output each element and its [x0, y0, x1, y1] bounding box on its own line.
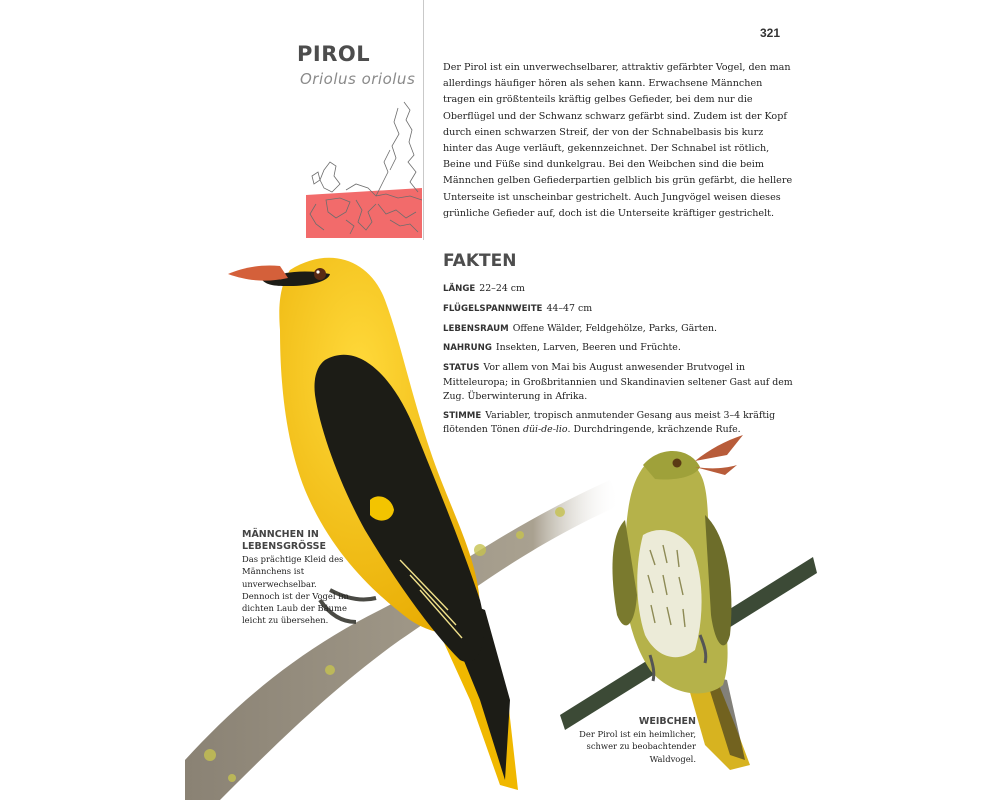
male-eye: [314, 268, 326, 280]
fact-label: LÄNGE: [443, 284, 476, 294]
fact-call: düi-de-lio: [522, 424, 568, 436]
column-divider: [423, 0, 424, 240]
fact-text: 22–24 cm: [479, 283, 525, 294]
species-common-name: PIROL: [297, 42, 371, 66]
fact-label: STATUS: [443, 363, 480, 374]
caption-female: [556, 716, 696, 765]
range-map: [306, 100, 422, 238]
fact-label: LEBENSRAUM: [443, 323, 509, 334]
fact-label: FLÜGELSPANNWEITE: [443, 303, 543, 314]
caption-male: [242, 529, 354, 627]
caption-female-title: WEIBCHEN: [638, 716, 696, 727]
fact-text: Offene Wälder, Feldgehölze, Parks, Gärten.: [512, 322, 718, 334]
fact-text: Insekten, Larven, Beeren und Früchte.: [495, 342, 681, 354]
facts-heading: FAKTEN: [443, 251, 517, 271]
caption-male-title: MÄNNCHEN IN LEBENSGRÖSSE: [242, 529, 327, 552]
fact-text: Vor allem von Mai bis August anwesender Brutvogel in Mitteleuropa; in Großbritannien und Skandinavien seltener Gast auf dem Zug. Überwinterung in Afrika.: [443, 362, 793, 402]
intro-paragraph: Der Pirol ist ein unverwechselbarer, attraktiv gefärbter Vogel, den man allerdings häufiger hören als sehen kann. Erwachsene Männchen tragen ein größtenteils kräftig gelbes Gefieder, bei dem nur die Oberflügel und der Schwanz schwarz gefärbt sind. Zudem ist der Kopf durch einen schwarzen Streif, der von der Schnabelbasis bis kurz hinter das Auge verläuft, gekennzeichnet. Der Schnabel ist rötlich, Beine und Füße sind dunkelgrau. Bei den Weibchen sind die beim Männchen gelben Gefiederpartien gelblich bis grün gefärbt, die hellere Unterseite ist unscheinbar gestrichelt. Auch Jungvögel weisen dieses grünliche Gefieder auf, doch ist die Unterseite kräftiger gestrichelt.: [443, 62, 793, 219]
caption-female-text: Der Pirol ist ein heimlicher, schwer zu beobachtender Waldvogel.: [579, 729, 696, 764]
species-scientific-name: Oriolus oriolus: [300, 70, 416, 88]
fact-text-after: . Durchdringende, krächzende Rufe.: [567, 424, 741, 436]
fact-text: 44–47 cm: [546, 302, 593, 314]
caption-male-text: Das prächtige Kleid des Männchens ist unverwechselbar. Dennoch ist der Vogel im dichten Laub der Bäume leicht zu übersehen.: [242, 554, 349, 626]
page-number: 321: [760, 26, 781, 40]
male-oriole-illustration: [180, 230, 620, 800]
female-bill: [695, 435, 743, 461]
fact-label: STIMME: [443, 410, 482, 421]
fact-label: NAHRUNG: [443, 343, 492, 354]
male-bill: [228, 265, 288, 280]
fact-text: Variabler, tropisch anmutender Gesang aus meist 3–4 kräftig flötenden Tönen: [443, 409, 776, 436]
female-eye: [673, 459, 682, 468]
